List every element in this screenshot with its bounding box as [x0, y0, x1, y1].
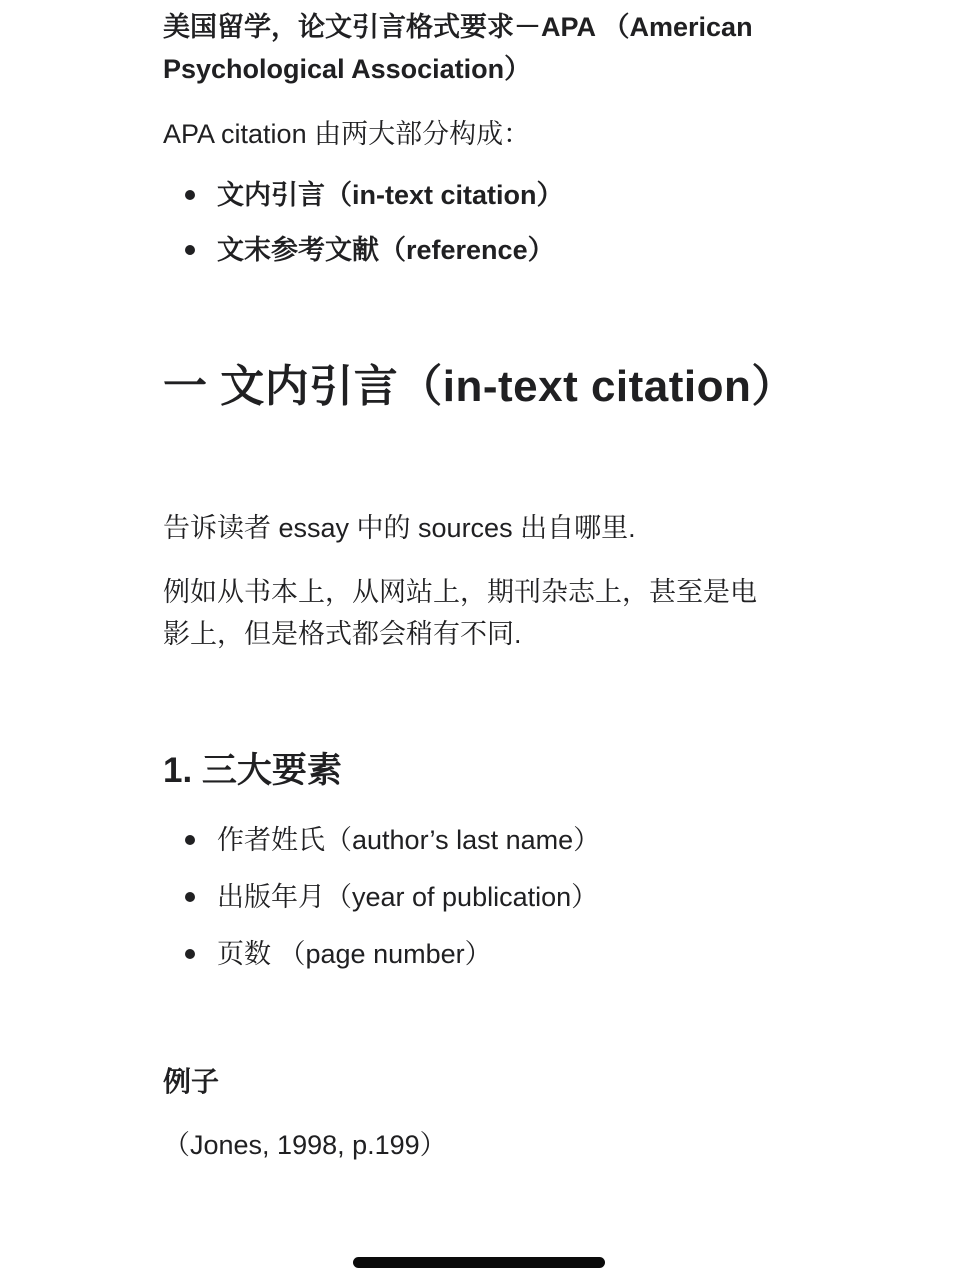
citation-parts-list [163, 174, 783, 271]
list-item-reference: 文末参考文献（reference） [163, 229, 783, 271]
subsection-heading-three-elements: 1. 三大要素 [163, 751, 342, 790]
three-elements-list [163, 819, 783, 975]
list-item-page-number: 页数 （page number） [163, 933, 783, 975]
article-title: 美国留学，论文引言格式要求－APA （American Psychological Association） [163, 12, 753, 84]
example-citation: （Jones, 1998, p.199） [163, 1130, 447, 1160]
list-item-author-last-name: 作者姓氏（author’s last name） [163, 819, 783, 861]
list-item-in-text-citation: 文内引言（in-text citation） [163, 174, 783, 216]
example-label: 例子 [163, 1066, 220, 1097]
list-item-year-of-publication: 出版年月（year of publication） [163, 876, 783, 918]
article-content [163, 0, 796, 1166]
intro-paragraph: APA citation 由两大部分构成： [163, 119, 531, 149]
section-paragraph-1: 告诉读者 essay 中的 sources 出自哪里. [163, 513, 636, 543]
section-heading-in-text-citation: 一 文内引言（in-text citation） [163, 362, 796, 411]
home-indicator-bar [353, 1257, 605, 1268]
section-paragraph-2: 例如从书本上，从网站上，期刊杂志上，甚至是电影上，但是格式都会稍有不同. [163, 577, 757, 649]
